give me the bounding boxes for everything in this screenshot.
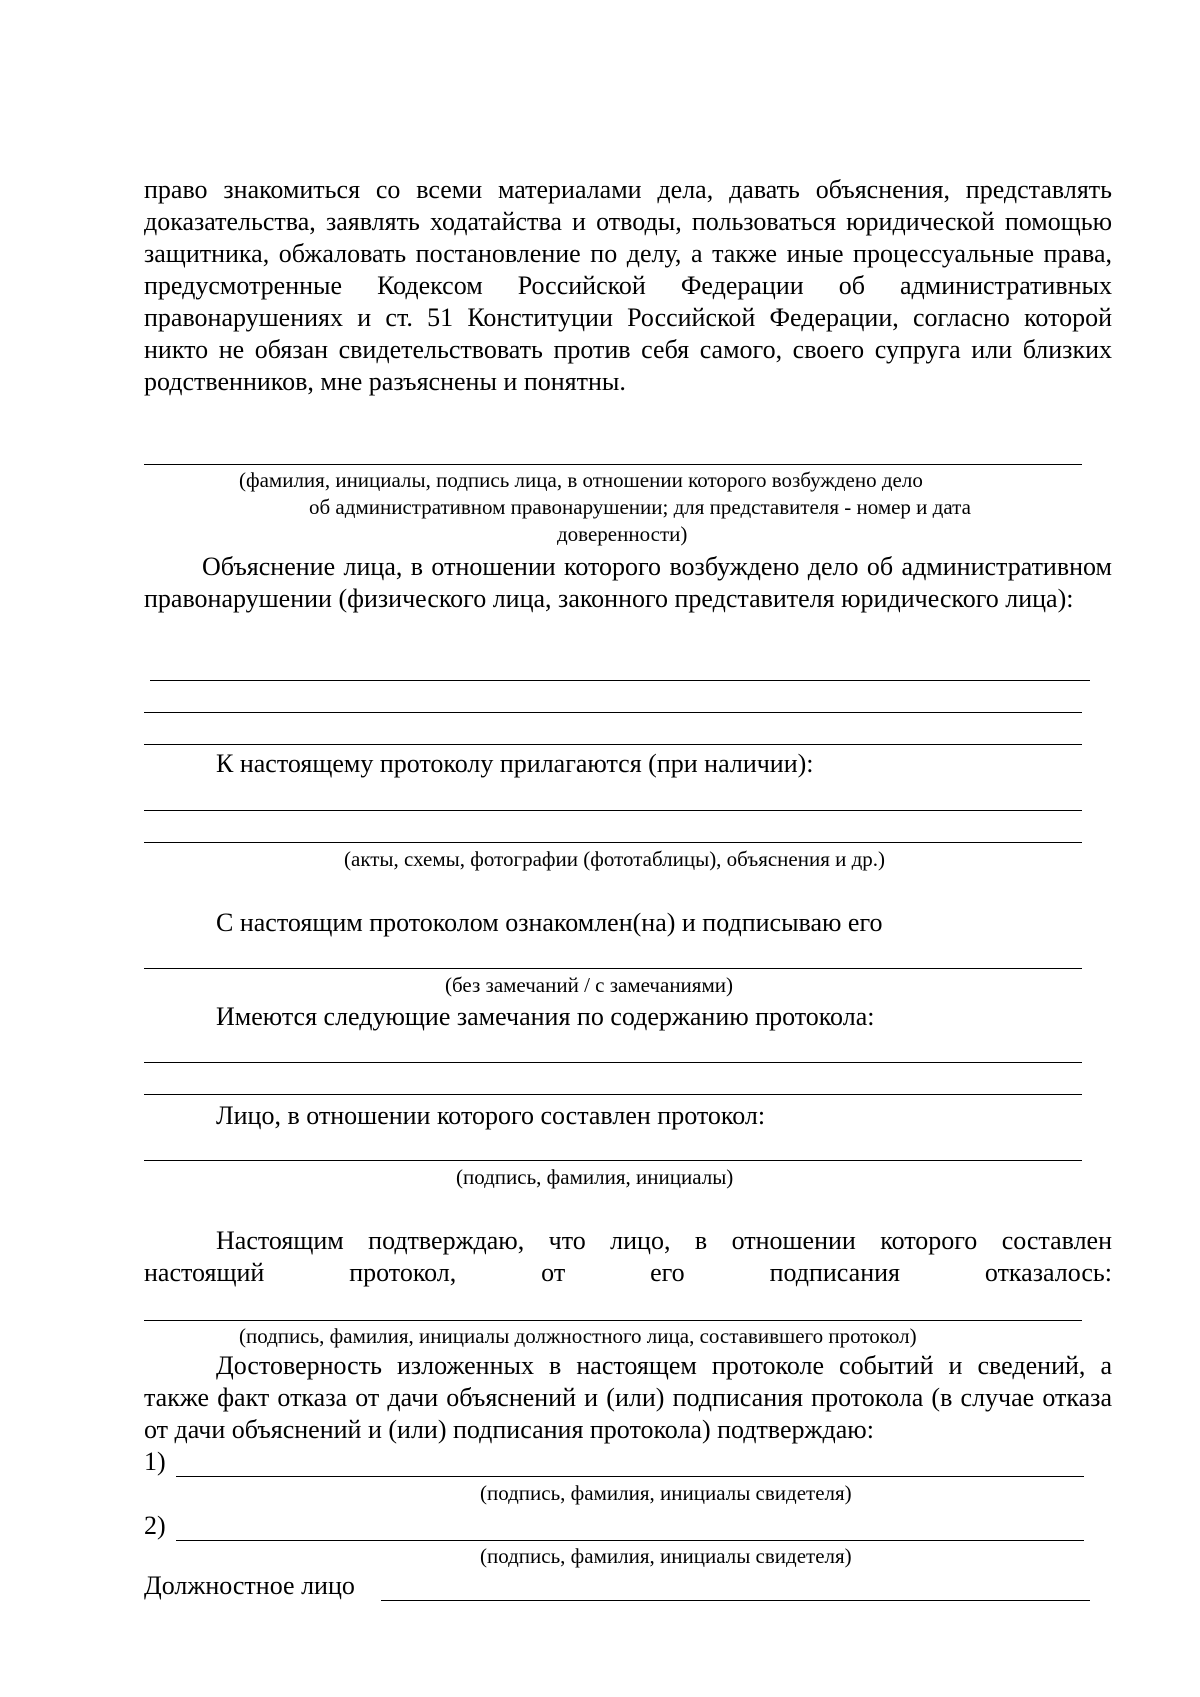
attachments-line-1	[144, 810, 1082, 811]
person-caption: (подпись, фамилия, инициалы)	[456, 1165, 734, 1189]
signature-caption-line3: доверенности)	[557, 522, 688, 546]
rights-paragraph: право знакомиться со всеми материалами дела, давать объяснения, представлять доказательства, заявлять ходатайства и отводы, пользоваться юридической помощью защитника, обжаловать постановление по делу, а также иные процессуальные права, предусмотренные Кодексом Российской Федерации об административных правонарушениях и ст. 51 Конституции Российской Федерации, согласно которой никто не обязан свидетельствовать против себя самого, своего супруга или близких родственников, мне разъяснены и понятны.	[144, 175, 1112, 396]
signature-caption-line2: об административном правонарушении; для представителя - номер и дата	[309, 495, 971, 519]
remarks-line-1	[144, 1062, 1082, 1063]
attachments-heading: К настоящему протоколу прилагаются (при наличии):	[216, 749, 814, 778]
explanation-line-3	[144, 744, 1082, 745]
attachments-caption: (акты, схемы, фотографии (фототаблицы), объяснения и др.)	[344, 847, 886, 871]
remarks-line-2	[144, 1094, 1082, 1095]
explanation-line-1	[150, 680, 1090, 681]
witness-1-line	[176, 1476, 1084, 1477]
explanation-paragraph: Объяснение лица, в отношении которого возбуждено дело об административном правонарушении (физического лица, законного представителя юридического лица):	[144, 552, 1112, 613]
attachments-line-2	[144, 842, 1082, 843]
witness-2-line	[176, 1540, 1084, 1541]
acquainted-caption: (без замечаний / с замечаниями)	[445, 973, 733, 997]
person-heading: Лицо, в отношении которого составлен протокол:	[216, 1101, 766, 1130]
witness-2-caption: (подпись, фамилия, инициалы свидетеля)	[480, 1544, 852, 1568]
acquainted-line	[144, 968, 1082, 969]
reliability-paragraph: Достоверность изложенных в настоящем протоколе событий и сведений, а также факт отказа от дачи объяснений и (или) подписания протокола (в случае отказа от дачи объяснений и (или) подписания протокола) подтверждаю:	[144, 1351, 1112, 1444]
refusal-paragraph: Настоящим подтверждаю, что лицо, в отношении которого составлен настоящий протокол, от его подписания отказалось:	[144, 1226, 1112, 1287]
signature-caption-line1: (фамилия, инициалы, подпись лица, в отношении которого возбуждено дело	[239, 468, 923, 492]
official-line	[381, 1600, 1090, 1601]
official-label: Должностное лицо	[144, 1571, 355, 1600]
remarks-heading: Имеются следующие замечания по содержанию протокола:	[216, 1002, 875, 1031]
witness-1-caption: (подпись, фамилия, инициалы свидетеля)	[480, 1481, 852, 1505]
signature-line	[144, 464, 1082, 465]
witness-2-number: 2)	[144, 1511, 166, 1540]
official-caption: (подпись, фамилия, инициалы должностного лица, составившего протокол)	[239, 1324, 917, 1348]
person-signature-line	[144, 1160, 1082, 1161]
witness-1-number: 1)	[144, 1447, 166, 1476]
acquainted-heading: С настоящим протоколом ознакомлен(на) и подписываю его	[216, 908, 883, 937]
explanation-line-2	[144, 712, 1082, 713]
official-signature-line	[144, 1320, 1082, 1321]
